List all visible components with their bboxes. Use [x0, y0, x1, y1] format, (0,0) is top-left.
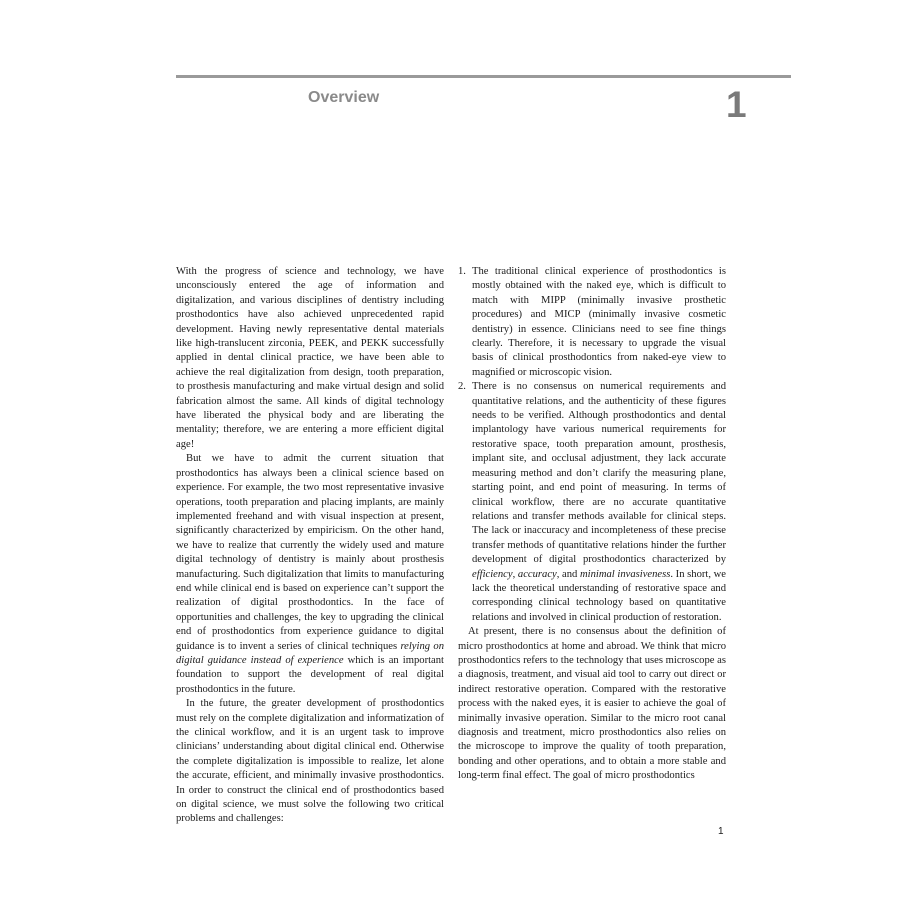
emphasis-accuracy: accuracy [517, 568, 557, 580]
emphasis-efficiency: efficiency [472, 568, 513, 580]
emphasis-minimal-invasiveness: minimal invasiveness [580, 568, 671, 580]
paragraph-3: In the future, the greater development of prosthodontics must rely on the complete digitalization and informatization of the clinical workflow, and it is an urgent task to improve clinicians’ understanding about digital clinical end. Otherwise the complete digitalization is impossible to realize, let alone the accurate, efficient, and minimally invasive prosthodontics. In order to construct the clinical end of prosthodontics based on digital science, we must solve the following two critical problems and challenges: [176, 698, 444, 825]
chapter-number: 1 [726, 84, 747, 125]
list-item-sep-2: , and [556, 568, 581, 580]
list-item-sep-1: , [512, 568, 518, 580]
chapter-title: Overview [308, 89, 380, 106]
challenge-list [458, 265, 726, 625]
list-item [458, 380, 726, 625]
paragraph-2 [176, 452, 444, 697]
list-item-text-b: . In short, we lack the theoretical understanding of restorative space and corresponding clinical technology based on quantitative relations and involved in clinical production of restoration. [472, 568, 727, 623]
list-item-number: 1. [458, 266, 466, 277]
list-item [458, 265, 726, 380]
paragraph-2-text-a: But we have to admit the current situation that prosthodontics has always been a clinical science based on experience. For example, the two most representative invasive operations, tooth preparation and placing implants, are mainly implemented freehand and with visual inspection at present, significantly characterized by empiricism. On the other hand, we have to realize that currently the widely used and mature digital technology of dentistry is mainly about prosthesis manufacturing. Such digitalization that limits to manufacturing end while clinical end is based on experience can’t support the realization of digital prosthodontics. In the face of opportunities and challenges, the key to upgrading the clinical end of prosthodontics from experience guidance to digital guidance is to invent a series of clinical techniques [176, 453, 444, 652]
list-item-text-a: There is no consensus on numerical requirements and quantitative relations, and the authenticity of these figures needs to be verified. Although prosthodontics and dental implantology have various numerical requirements for restorative space, tooth preparation amount, prosthesis, implant site, and occlusal adjustment, they lack accurate measuring method and don’t clarify the measuring plane, starting point, and end point of measuring. In terms of clinical workflow, there are no accurate quantitative relations and transfer methods available for clinical steps. The lack or inaccuracy and incompleteness of these precise transfer methods of quantitative relations hinder the further development of digital prosthodontics characterized by [472, 381, 726, 566]
list-item-number: 2. [458, 381, 466, 393]
left-column [176, 265, 444, 827]
header-rule [176, 75, 791, 78]
list-item-text: The traditional clinical experience of prosthodontics is mostly obtained with the naked eye, which is difficult to match with MIPP (minimally invasive prosthetic procedures) and MICP (minimally invasive cosmetic dentistry) in essence. Clinicians need to see fine things clearly. Therefore, it is necessary to upgrade the visual basis of clinical prosthodontics from naked-eye view to magnified or microscopic vision. [472, 266, 726, 378]
paragraph-2-emphasis: relying on digital guidance instead of experience [176, 640, 445, 666]
paragraph-4: At present, there is no consensus about the definition of micro prosthodontics at home and abroad. We think that micro prosthodontics refers to the technology that uses microscope as a diagnosis, treatment, and visual aid tool to carry out direct or indirect restorative operation. Compared with the restorative process with the naked eyes, it is easier to achieve the goal of minimally invasive operation. Similar to the micro root canal diagnosis and treatment, micro prosthodontics also relies on the microscope to improve the quality of tooth preparation, bonding and other operations, and to obtain a more stable and long-term final effect. The goal of micro prosthodontics [458, 626, 726, 782]
paragraph-2-text-b: which is an important foundation to support the development of real digital prosthodontics in the future. [176, 654, 444, 695]
right-column [458, 265, 726, 784]
page-number: 1 [718, 826, 724, 837]
paragraph-1: With the progress of science and technology, we have unconsciously entered the age of information and digitalization, and various disciplines of dentistry including prosthodontics have also achieved unprecedented rapid development. Having newly representative dental materials like high-translucent zirconia, PEEK, and PEKK successfully applied in dental clinical practice, we have been able to achieve the real digitalization from design, tooth preparation, to prosthesis manufacturing and make virtual design and solid fabrication almost the same. All kinds of digital technology have liberated the physical body and are liberating the mentality; therefore, we are entering a more efficient digital age! [176, 266, 444, 450]
